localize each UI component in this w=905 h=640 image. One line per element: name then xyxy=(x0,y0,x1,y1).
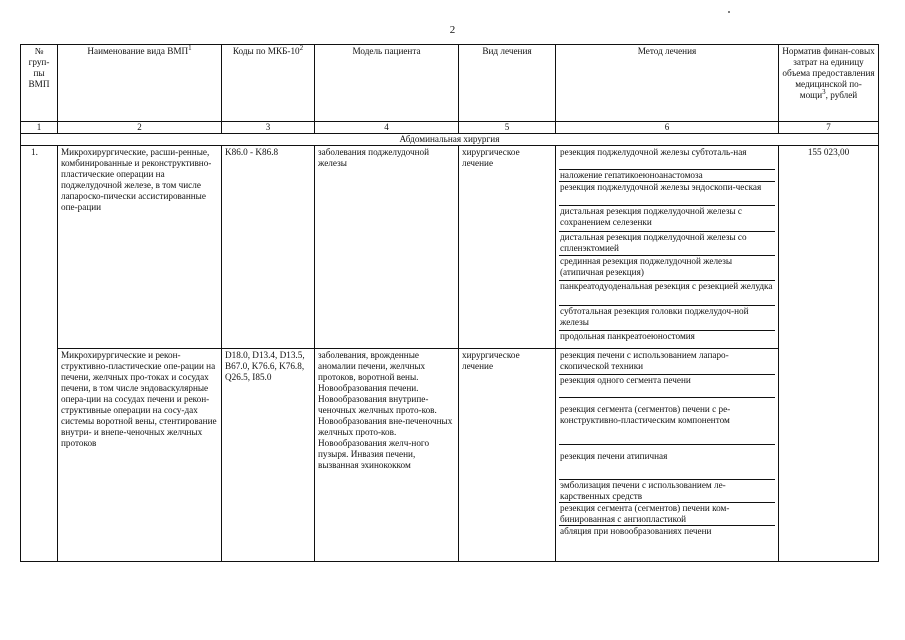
method-item: дистальная резекция поджелудочной железы со спленэктомией xyxy=(559,232,775,256)
icd-codes: K86.0 - K86.8 xyxy=(222,146,315,349)
column-number: 3 xyxy=(222,122,315,134)
vmp-name: Микрохирургические, расши-ренные, комбинированные и реконструктивно-пластические операции на поджелудочной железе, в том числе лапароско-пически ассистированные опе-рации xyxy=(58,146,222,349)
patient-model: заболевания, врожденные аномалии печени, желчных протоков, воротной вены. Новообразования печени. Новообразования внутрипе-ченочных желчных прото-ков. Новообразования вне-печеночных желчных прото-ков. Новообразования желч-ного пузыря. Инвазия печени, вызванная эхинококком xyxy=(315,349,459,562)
column-number: 7 xyxy=(779,122,879,134)
treatment-methods xyxy=(556,349,779,562)
method-item: резекция печени атипичная xyxy=(559,445,775,480)
treatment-type: хирургическое лечение xyxy=(459,146,556,349)
method-item: резекция поджелудочной железы эндоскопи-ческая xyxy=(559,182,775,206)
treatment-type: хирургическое лечение xyxy=(459,349,556,562)
treatment-methods xyxy=(556,146,779,349)
header-patient-model: Модель пациента xyxy=(315,45,459,122)
column-number: 6 xyxy=(556,122,779,134)
method-item: резекция сегмента (сегментов) печени с ре-конструктивно-пластическим компонентом xyxy=(559,398,775,445)
vmp-table xyxy=(20,44,879,562)
section-row xyxy=(21,134,879,146)
column-number: 4 xyxy=(315,122,459,134)
header-cost-standard: Норматив финан-совых затрат на единицу объема предоставления медицинской по-мощи$^3$, рублей xyxy=(779,45,879,122)
header-group-number: № груп-пы ВМП xyxy=(21,45,58,122)
patient-model: заболевания поджелудочной железы xyxy=(315,146,459,349)
section-title: Абдоминальная хирургия xyxy=(21,134,879,146)
method-item: наложение гепатикоеюноанастомоза xyxy=(559,170,775,182)
method-item: резекция поджелудочной железы субтоталь-ная xyxy=(559,147,775,170)
header-treatment-type: Вид лечения xyxy=(459,45,556,122)
table-row xyxy=(21,146,879,349)
method-item: панкреатодуоденальная резекция с резекцией желудка xyxy=(559,281,775,306)
method-item: резекция печени с использованием лапаро-скопической техники xyxy=(559,350,775,375)
scan-speck xyxy=(728,11,730,13)
method-item: продольная панкреатоеюностомия xyxy=(560,331,695,341)
header-treatment-method: Метод лечения xyxy=(556,45,779,122)
method-item: абляция при новообразованиях печени xyxy=(560,526,712,536)
icd-codes: D18.0, D13.4, D13.5, B67.0, K76.6, K76.8, Q26.5, I85.0 xyxy=(222,349,315,562)
group-number: 1. xyxy=(21,146,58,562)
column-number: 2 xyxy=(58,122,222,134)
column-number: 5 xyxy=(459,122,556,134)
vmp-name: Микрохирургические и рекон-структивно-пластические опе-рации на печени, желчных про-токах и сосудах печени, в том числе эндоваскулярные опера-ции на сосудах печени и рекон-структивные операции на сосу-дах системы воротной вены, стентирование внутри- и внепе-ченочных желчных протоков xyxy=(58,349,222,562)
column-number: 1 xyxy=(21,122,58,134)
page-number: 2 xyxy=(449,24,456,36)
table-row xyxy=(21,349,879,562)
method-item: субтотальная резекция головки поджелудоч-ной железы xyxy=(559,306,775,331)
cost-value: 155 023,00 xyxy=(779,146,879,562)
method-item: эмболизация печени с использованием ле-карственных средств xyxy=(559,480,775,503)
header-vmp-name: Наименование вида ВМП$^1$ xyxy=(58,45,222,122)
method-item: резекция одного сегмента печени xyxy=(559,375,775,398)
method-item: дистальная резекция поджелудочной железы с сохранением селезенки xyxy=(559,206,775,232)
method-item: срединная резекция поджелудочной железы (атипичная резекция) xyxy=(559,256,775,281)
column-number-row xyxy=(21,122,879,134)
header-icd-codes: Коды по МКБ-$10^2$ xyxy=(222,45,315,122)
header-row xyxy=(21,45,879,122)
method-item: резекция сегмента (сегментов) печени ком-бинированная с ангиопластикой xyxy=(559,503,775,526)
